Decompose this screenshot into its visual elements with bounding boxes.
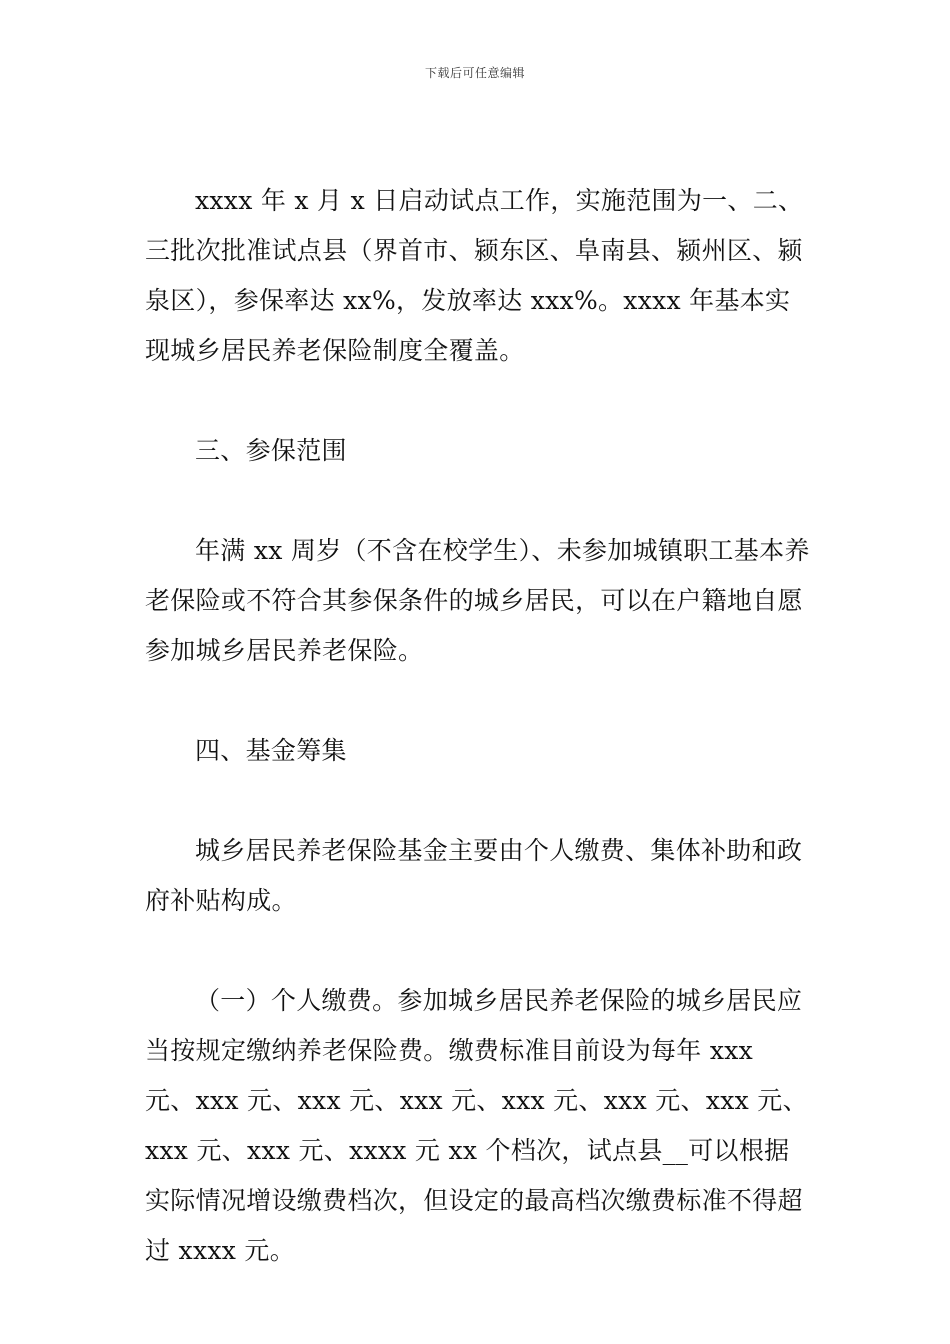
- paragraph-funding: 城乡居民养老保险基金主要由个人缴费、集体补助和政府补贴构成。: [145, 836, 803, 915]
- section-heading-funding: 四、基金筹集: [195, 736, 347, 765]
- paragraph-pilot-scope: xxxx 年 x 月 x 日启动试点工作，实施范围为一、二、三批次批准试点县（界首市、颍东区、阜南县、颍州区、颍泉区），参保率达 xx%，发放率达 xxx%。xxxx 年基本实现城乡居民养老保险制度全覆盖。: [145, 186, 804, 365]
- section-heading-coverage: 三、参保范围: [195, 436, 347, 465]
- paragraph-coverage: 年满 xx 周岁（不含在校学生）、未参加城镇职工基本养老保险或不符合其参保条件的城乡居民，可以在户籍地自愿参加城乡居民养老保险。: [145, 536, 810, 665]
- paragraph-individual-contribution: （一）个人缴费。参加城乡居民养老保险的城乡居民应当按规定缴纳养老保险费。缴费标准目前设为每年 xxx 元、xxx 元、xxx 元、xxx 元、xxx 元、xxx 元、xxx 元、xxx 元、xxx 元、xxxx 元 xx 个档次，试点县__可以根据实际情况增设缴费档次，但设定的最高档次缴费标准不得超过 xxxx 元。: [145, 986, 808, 1265]
- page-header-note: 下载后可任意编辑: [424, 66, 525, 80]
- document-body: [145, 176, 810, 1276]
